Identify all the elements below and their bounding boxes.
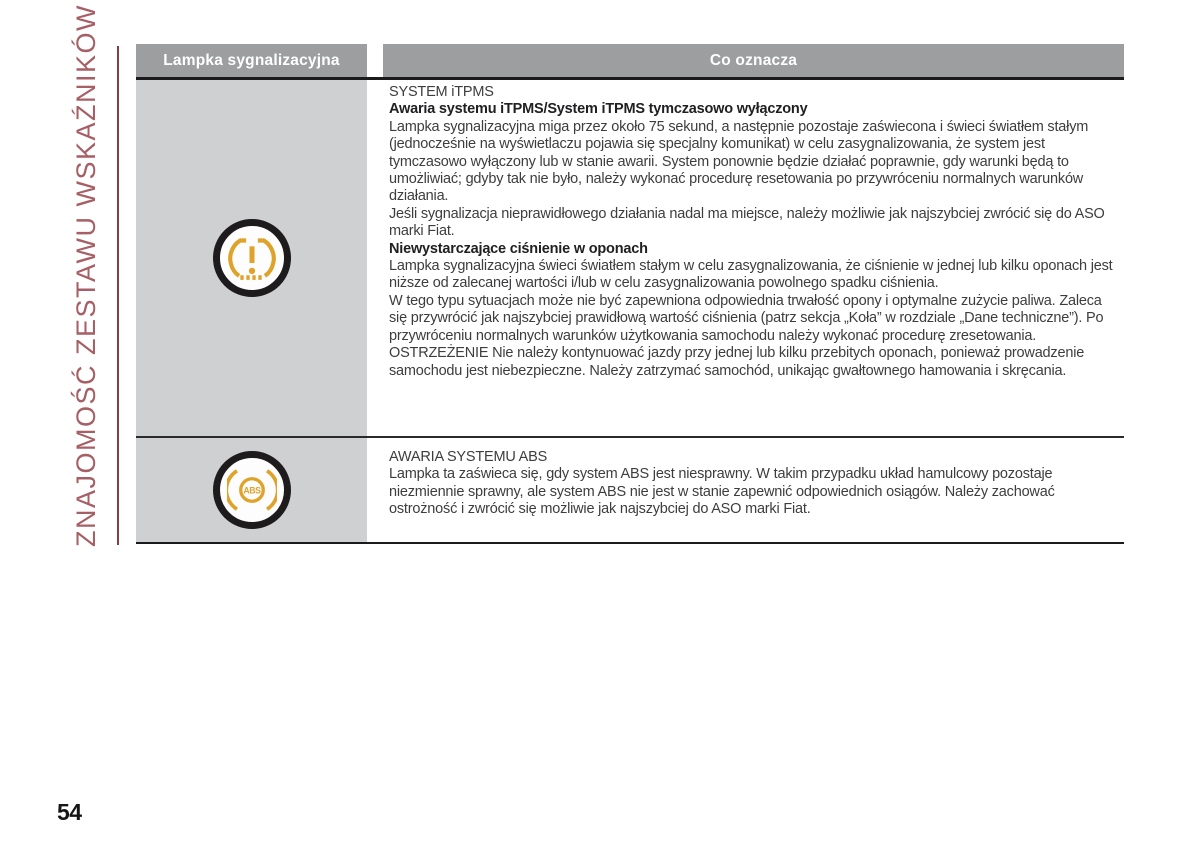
page-number: 54	[57, 799, 82, 825]
warning-paragraph: OSTRZEŻENIE Nie należy kontynuować jazdy przy jednej lub kilku przebitych oponach, ponieważ prowadzenie samochodu jest niebezpieczne. Należy zatrzymać samochód, unikając gwałtownego hamowania i skręcania.	[389, 345, 1085, 379]
abs-fault-title: AWARIA SYSTEMU ABS	[389, 449, 548, 465]
table-header-meaning: Co oznacza	[383, 44, 1124, 77]
chapter-rule	[117, 46, 119, 545]
abs-icon-label: ABS	[242, 485, 261, 496]
lamp-cell-abs	[136, 438, 367, 542]
description-cell-tpms	[367, 80, 1124, 436]
pressure-restore-paragraph: W tego typu sytuacjach może nie być zapewniona odpowiednia trwałość opony i optymalne zużycie paliwa. Zaleca się przywrócić jak najszybciej prawidłową wartość ciśnienia (patrz sekcja „Koła” w rozdziale „Dane techniczne”). Po przywróceniu normalnych warunków użytkowania samochodu należy wykonać procedurę zresetowania.	[389, 292, 1104, 344]
description-cell-abs	[367, 438, 1124, 542]
table-header	[136, 44, 1124, 77]
tpms-fault-heading: Awaria systemu iTPMS/System iTPMS tymczasowo wyłączony	[389, 101, 808, 118]
warning-lamps-table	[136, 44, 1124, 544]
chapter-title-vertical: ZNAJOMOŚĆ ZESTAWU WSKAŹNIKÓW	[71, 4, 101, 547]
abs-fault-paragraph: Lampka ta zaświeca się, gdy system ABS jest niesprawny. W takim przypadku układ hamulcowy pozostaje niezmiennie sprawny, ale system ABS nie jest w stanie zapewnić odpowiednich osiągów. Należy zachować ostrożność i zwrócić się możliwie jak najszybciej do ASO marki Fiat.	[389, 466, 1055, 518]
table-row-tpms	[136, 80, 1124, 436]
tpms-warning-icon	[213, 219, 291, 297]
abs-warning-icon	[213, 451, 291, 529]
tpms-service-paragraph: Jeśli sygnalizacja nieprawidłowego działania nadal ma miejsce, należy możliwie jak najszybciej zwrócić się do ASO marki Fiat.	[389, 205, 1105, 240]
low-pressure-paragraph: Lampka sygnalizacyjna świeci światłem stałym w celu zasygnalizowania, że ciśnienie w jednej lub kilku oponach jest niższe od zalecanej wartości i/lub w celu zasygnalizowania powolnego spadku ciśnienia.	[389, 258, 1113, 292]
system-title: SYSTEM iTPMS	[389, 84, 494, 100]
table-bottom-rule	[136, 542, 1124, 544]
tpms-fault-paragraph: Lampka sygnalizacyjna miga przez około 75 sekund, a następnie pozostaje zaświecona i świeci światłem stałym (jednocześnie na wyświetlaczu pojawia się specjalny komunikat) w celu zasygnalizowania, że system jest tymczasowo wyłączony lub w stanie awarii. System ponownie będzie działać poprawnie, gdy warunki będą to umożliwiać; gdyby tak nie było, należy wykonać procedurę resetowania po przywróceniu normalnych warunków działania.	[389, 118, 1089, 205]
lamp-cell-tpms	[136, 80, 367, 436]
table-row-abs	[136, 438, 1124, 542]
table-header-lamp: Lampka sygnalizacyjna	[136, 44, 367, 77]
low-pressure-heading: Niewystarczające ciśnienie w oponach	[389, 240, 648, 257]
